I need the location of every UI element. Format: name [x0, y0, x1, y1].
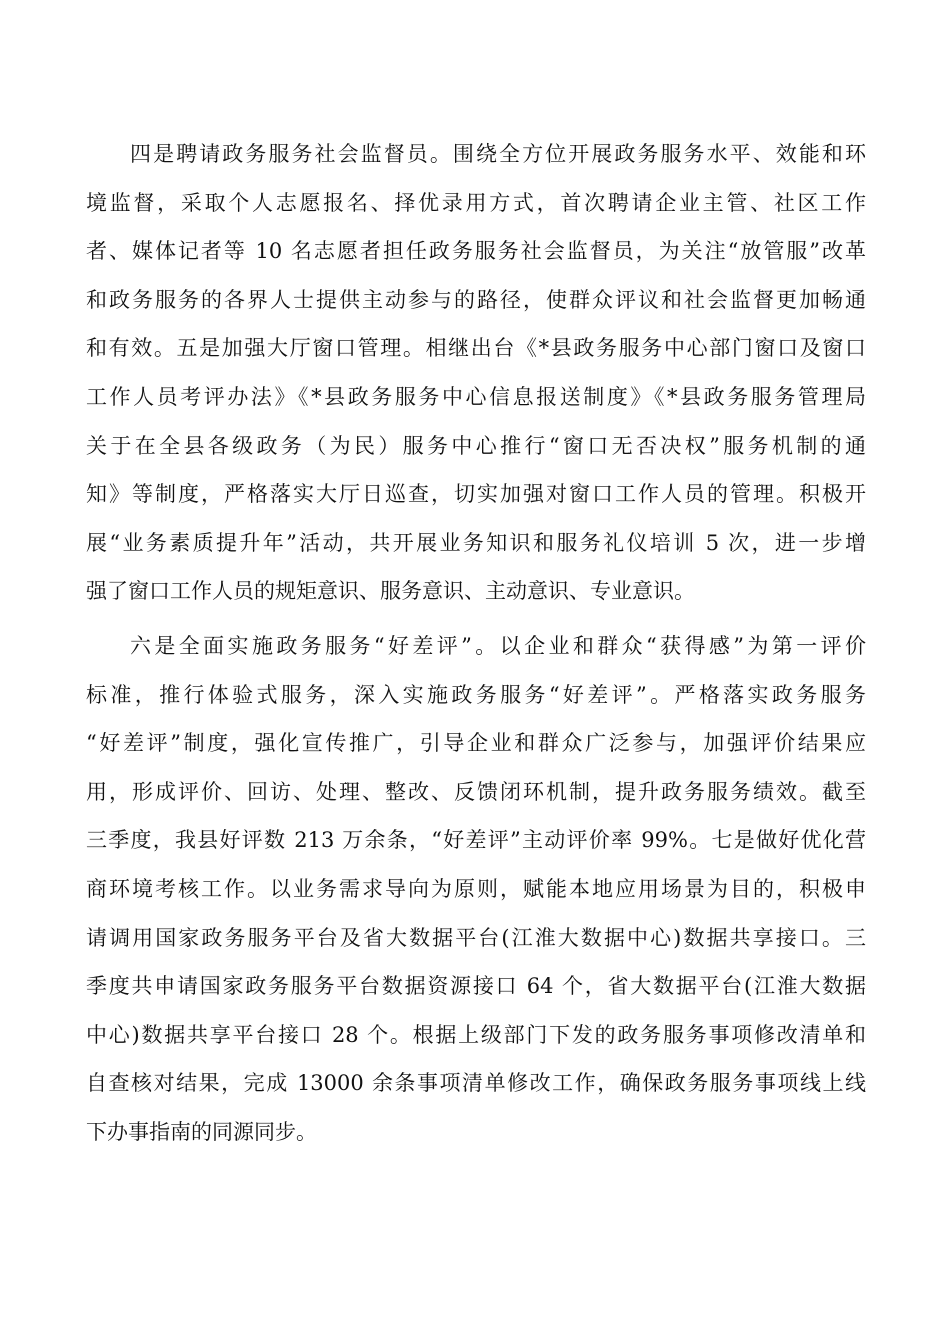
document-body — [86, 130, 866, 1156]
text-line: 境监督，采取个人志愿报名、择优录用方式，首次聘请企业主管、社区工作 — [86, 190, 866, 215]
text-line: “好差评”制度，强化宣传推广，引导企业和群众广泛参与，加强评价结果应 — [86, 731, 866, 756]
text-line: 者、媒体记者等 10 名志愿者担任政务服务社会监督员，为关注“放管服”改革 — [86, 239, 866, 264]
text-line: 展“业务素质提升年”活动，共开展业务知识和服务礼仪培训 5 次，进一步增 — [86, 530, 866, 555]
text-line: 自查核对结果，完成 13000 余条事项清单修改工作，确保政务服务事项线上线 — [86, 1071, 866, 1096]
text-line: 请调用国家政务服务平台及省大数据平台(江淮大数据中心)数据共享接口。三 — [86, 925, 866, 950]
text-line: 三季度，我县好评数 213 万余条，“好差评”主动评价率 99%。七是做好优化营 — [86, 828, 866, 853]
paragraph-2 — [86, 622, 866, 1157]
paragraph-1 — [86, 130, 866, 616]
text-line: 和政务服务的各界人士提供主动参与的路径，使群众评议和社会监督更加畅通 — [86, 287, 866, 312]
text-line: 四是聘请政务服务社会监督员。围绕全方位开展政务服务水平、效能和环 — [130, 142, 866, 166]
text-line: 季度共申请国家政务服务平台数据资源接口 64 个，省大数据平台(江淮大数据 — [86, 974, 866, 999]
text-line: 标准，推行体验式服务，深入实施政务服务“好差评”。严格落实政务服务 — [86, 682, 866, 707]
text-line: 强了窗口工作人员的规矩意识、服务意识、主动意识、专业意识。 — [86, 579, 695, 604]
text-line: 工作人员考评办法》《*县政务服务中心信息报送制度》《*县政务服务管理局 — [86, 384, 866, 409]
text-line: 用，形成评价、回访、处理、整改、反馈闭环机制，提升政务服务绩效。截至 — [86, 779, 866, 804]
text-line: 知》等制度，严格落实大厅日巡查，切实加强对窗口工作人员的管理。积极开 — [86, 482, 866, 507]
text-line: 商环境考核工作。以业务需求导向为原则，赋能本地应用场景为目的，积极申 — [86, 876, 866, 901]
text-line: 关于在全县各级政务（为民）服务中心推行“窗口无否决权”服务机制的通 — [86, 433, 866, 458]
text-line: 下办事指南的同源同步。 — [86, 1119, 317, 1144]
text-line: 和有效。五是加强大厅窗口管理。相继出台《*县政务服务中心部门窗口及窗口 — [86, 336, 866, 361]
text-line: 中心)数据共享平台接口 28 个。根据上级部门下发的政务服务事项修改清单和 — [86, 1022, 866, 1047]
text-line: 六是全面实施政务服务“好差评”。以企业和群众“获得感”为第一评价 — [130, 633, 866, 658]
